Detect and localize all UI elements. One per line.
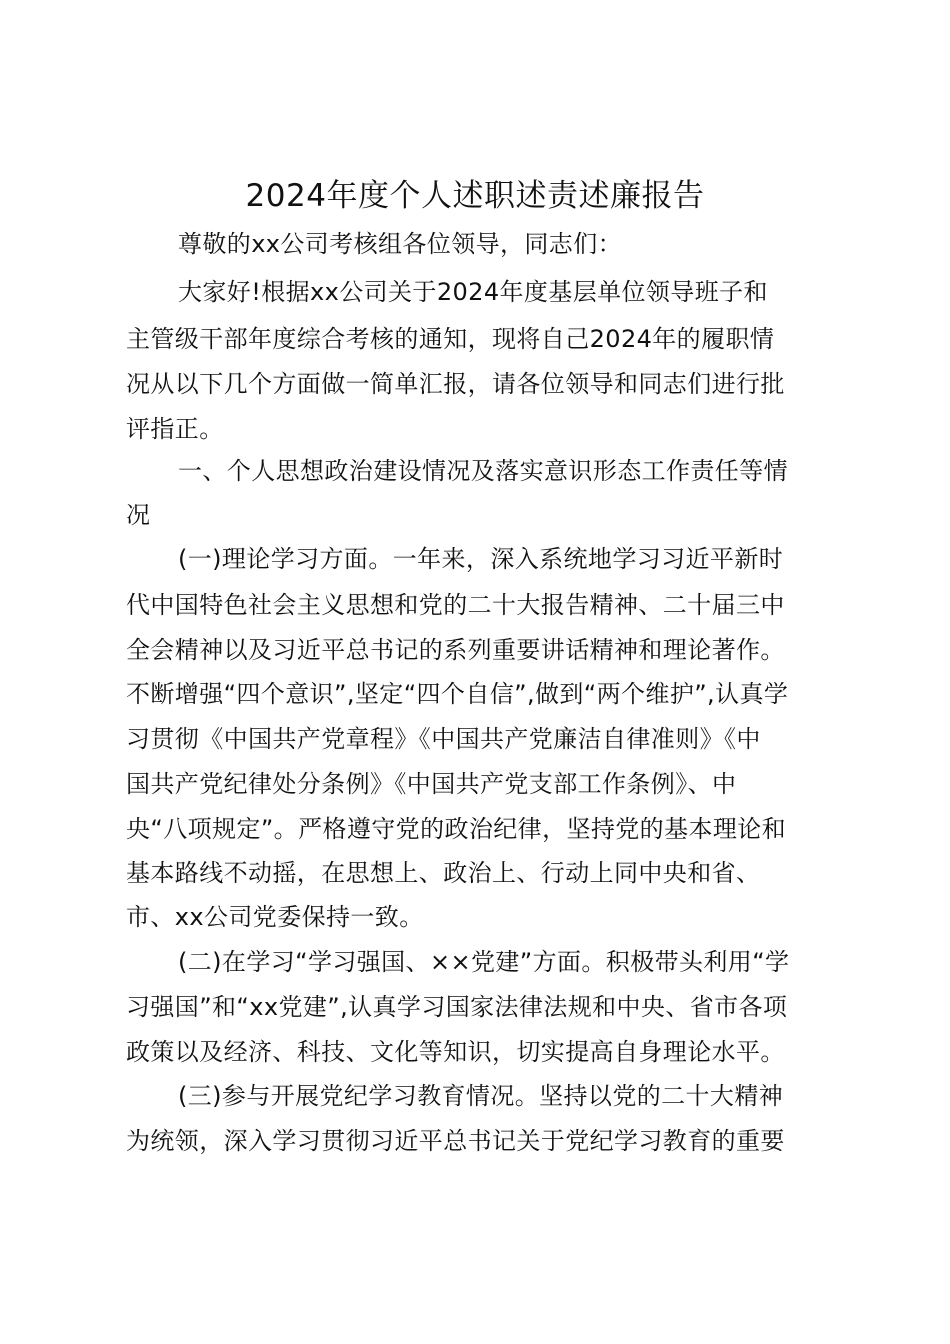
body-line: (二)在学习“学习强国、××党建”方面。积极带头利用“学 — [178, 948, 790, 976]
body-line: 主管级干部年度综合考核的通知，现将自己2024年的履职情 — [126, 325, 775, 353]
body-line: 基本路线不动摇，在思想上、政治上、行动上同中央和省、 — [126, 859, 761, 887]
section-heading-line: 一、个人思想政治建设情况及落实意识形态工作责任等情 — [178, 457, 788, 485]
body-line: 央“八项规定”。严格遵守党的政治纪律，坚持党的基本理论和 — [126, 815, 787, 843]
body-line: 国共产党纪律处分条例》《中国共产党支部工作条例》、中 — [126, 770, 737, 798]
body-line: 市、xx公司党委保持一致。 — [126, 903, 424, 931]
body-line: 全会精神以及习近平总书记的系列重要讲话精神和理论著作。 — [126, 636, 785, 664]
body-line: 不断增强“四个意识”,坚定“四个自信”,做到“两个维护”,认真学 — [126, 680, 789, 708]
body-line: 代中国特色社会主义思想和党的二十大报告精神、二十届三中 — [126, 591, 785, 619]
body-line: (一)理论学习方面。一年来，深入系统地学习习近平新时 — [178, 545, 784, 573]
section-heading-line: 况 — [126, 501, 151, 529]
body-line: 习贯彻《中国共产党章程》《中国共产党廉洁自律准则》《中 — [126, 725, 761, 753]
body-line: 习强国”和“xx党建”,认真学习国家法律法规和中央、省市各项 — [126, 993, 788, 1021]
document-title: 2024年度个人述职述责述廉报告 — [245, 178, 705, 214]
salutation-line: 尊敬的xx公司考核组各位领导，同志们： — [178, 230, 623, 258]
body-line: 况从以下几个方面做一简单汇报，请各位领导和同志们进行批 — [126, 370, 785, 398]
body-line: (三)参与开展党纪学习教育情况。坚持以党的二十大精神 — [178, 1082, 784, 1110]
body-line: 评指正。 — [126, 415, 224, 443]
body-line: 政策以及经济、科技、文化等知识，切实提高自身理论水平。 — [126, 1038, 785, 1066]
body-line: 为统领，深入学习贯彻习近平总书记关于党纪学习教育的重要 — [126, 1127, 785, 1155]
body-line: 大家好!根据xx公司关于2024年度基层单位领导班子和 — [178, 278, 768, 306]
